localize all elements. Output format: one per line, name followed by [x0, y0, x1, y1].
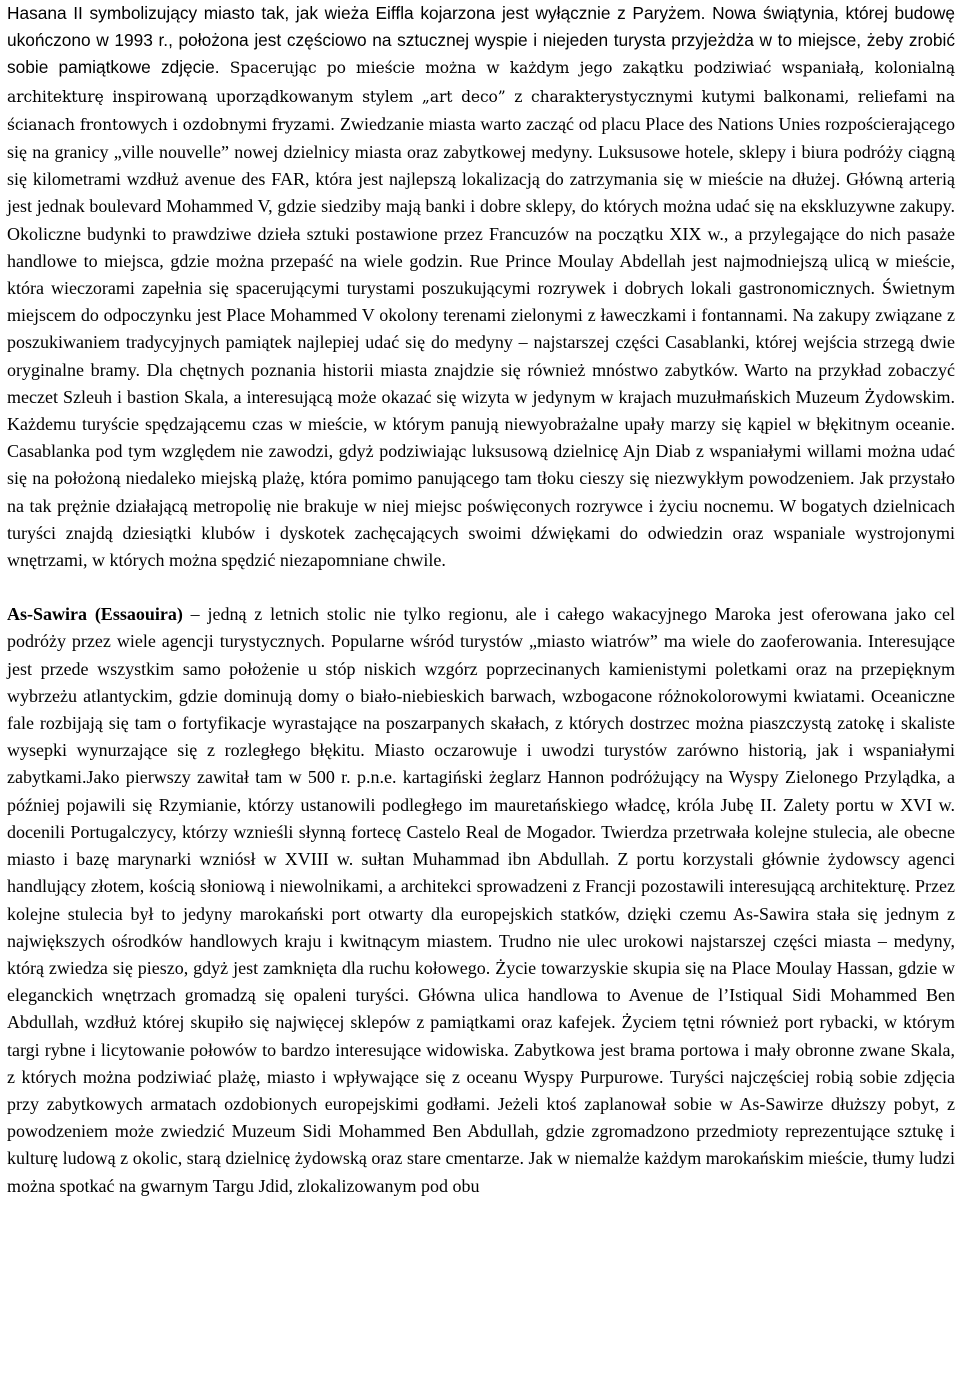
paragraph-as-sawira — [7, 601, 955, 1199]
section-heading-as-sawira: As-Sawira (Essaouira) — [7, 604, 183, 625]
paragraph-text: Zwiedzanie miasta warto zacząć od placu Place des Nations Unies rozpościerającego się na granicy „ville nouvelle” nowej dzielnicy miasta oraz zabytkowej medyny. Luksusowe hotele, sklepy i biura podróży ciągną się kilometrami wzdłuż avenue des FAR, która jest najlepszą lokalizacją do zatrzymania się w mieście na dłużej. Główną arterią jest jednak boulevard Mohammed V, gdzie siedziby mają banki i dobre sklepy, do których można udać się na ekskluzywne zakupy. Okoliczne budynki to prawdziwe dzieła sztuki postawione przez Francuzów na początku XIX w., a przylegające do nich pasaże handlowe to miejsca, gdzie można przepaść na wiele godzin. Rue Prince Moulay Abdellah jest najmodniejszą ulicą w mieście, która wieczorami zapełnia się spacerującymi turystami poszukującymi rozrywek i dobrych lokali gastronomicznych. Świetnym miejscem do odpoczynku jest Place Mohammed V okolony terenami zielonymi z ławeczkami i fontannami. Na zakupy związane z poszukiwaniem tradycyjnych pamiątek najlepiej udać się do medyny – najstarszej części Casablanki, której wejścia strzegą dwie oryginalne bramy. Dla chętnych poznania historii miasta znajdzie się również mnóstwo zabytków. Warto na przykład zobaczyć meczet Szleuh i bastion Skala, a interesującą może okazać się wizyta w jedynym w krajach muzułmańskich Muzeum Żydowskim. Każdemu turyście spędzającemu czas w mieście, w którym panują niewyobrażalne upały marzy się kąpiel w błękitnym oceanie. Casablanka pod tym względem nie zawodzi, gdyż podziwiając luksusową dzielnicę Ajn Diab z wspaniałymi willami można udać się na położoną niedaleko miejską plażę, która pomimo panującego tam tłoku cieszy się niezwykłym powodzeniem. Jak przystało na tak prężnie działającą metropolię nie brakuje w niej miejsc poświęconych rozrywce i życiu nocnemu. W bogatych dzielnicach turyści znajdą dziesiątki klubów i dyskotek zachęcających swoimi dźwiękami do odwiedzin oraz wspaniale wystrojonymi wnętrzami, w których można spędzić niezapomniane chwile. — [7, 113, 955, 571]
paragraph-casablanca — [7, 0, 955, 574]
paragraph-text: – jedną z letnich stolic nie tylko regionu, ale i całego wakacyjnego Maroka jest oferowana jako cel podróży przez wiele agencji turystycznych. Popularne wśród turystów „miasto wiatrów” ma wiele do zaoferowania. Interesujące jest przede wszystkim samo położenie u stóp niskich wzgórz poprzecinanych kamienistymi poletkami oraz na przepięknym wybrzeżu atlantyckim, gdzie dominują domy o biało-niebieskich barwach, wzbogacone różnokolorowymi kwiatami. Oceaniczne fale rozbijają się tam o fortyfikacje wyrastające na poszarpanych skałach, z których dostrzec można piaszczystą zatokę i skaliste wysepki wynurzające się z rozległego błękitu. Miasto oczarowuje i uwodzi turystów zarówno historią, jak i wspaniałymi zabytkami.Jako pierwszy zawitał tam w 500 r. p.n.e. kartagiński żeglarz Hannon podróżujący na Wyspy Zielonego Przylądka, a później pojawili się Rzymianie, którzy ustanowili podległego im mauretańskiego władcę, króla Jubę II. Zalety portu w XVI w. docenili Portugalczycy, którzy wznieśli słynną fortecę Castelo Real de Mogador. Twierdza przetrwała kolejne stulecia, ale obecne miasto i bazę marynarki wzniósł w XVIII w. sułtan Muhammad ibn Abdullah. Z portu korzystali głównie żydowscy agenci handlujący złotem, kością słoniową i niewolnikami, a architekci sprowadzeni z Francji pozostawili interesującą architekturę. Przez kolejne stulecia był to jedyny marokański port otwarty dla europejskich statków, dzięki czemu As-Sawira stała się jednym z największych ośrodków handlowych kraju i kwitnącym miastem. Trudno nie ulec urokowi najstarszej części miasta – medyny, którą zwiedza się pieszo, gdyż jest zamknięta dla ruchu kołowego. Życie towarzyskie skupia się na Place Moulay Hassan, gdzie w eleganckich wnętrzach gromadzą się opaleni turyści. Główna ulica handlowa to Avenue de l’Istiqual Sidi Mohammed Ben Abdullah, wzdłuż której skupiło się najwięcej sklepów z pamiątkami oraz kafejek. Życiem tętni również port rybacki, w którym targi rybne i licytowanie połowów to bardzo interesujące widowiska. Zabytkowa jest brama portowa i mały obronne zwane Skala, z których można podziwiać plażę, miasto i wpływające się z oceanu Wyspy Purpurowe. Turyści najczęściej robią sobie zdjęcia przy zabytkowych armatach ozdobionych europejskimi godłami. Jeżeli ktoś zaplanował sobie w As-Sawirze dłuższy pobyt, z powodzeniem może zwiedzić Muzeum Sidi Mohammed Ben Abdullah, gdzie zgromadzono przedmioty reprezentujące sztukę i kulturę ludową z okolic, starą dzielnicę żydowską oraz stare cmentarze. Jak w niemalże każdym marokańskim mieście, tłumy ludzi można spotkać na gwarnym Targu Jdid, zlokalizowanym pod obu — [7, 604, 955, 1196]
paragraph-text: Hasana II symbolizujący miasto tak, jak wieża Eiffla kojarzona jest wyłącznie z Paryżem. Nowa świątynia, której budowę ukończono w 1993 r., położona jest częściowo na sztucznej wyspie i niejeden turysta przyjeżdża w to miejsce, żeby zrobić sobie pamiątkowe zdjęcie. — [7, 3, 955, 78]
paragraph-text: Spacerując po mieście można w każdym jego zakątku podziwiać wspaniałą, kolonialną architekturę inspirowaną uporządkowanym stylem „art deco” z charakterystycznymi kutymi balkonami, reliefami na ścianach frontowych i ozdobnymi fryzami. — [7, 59, 955, 134]
